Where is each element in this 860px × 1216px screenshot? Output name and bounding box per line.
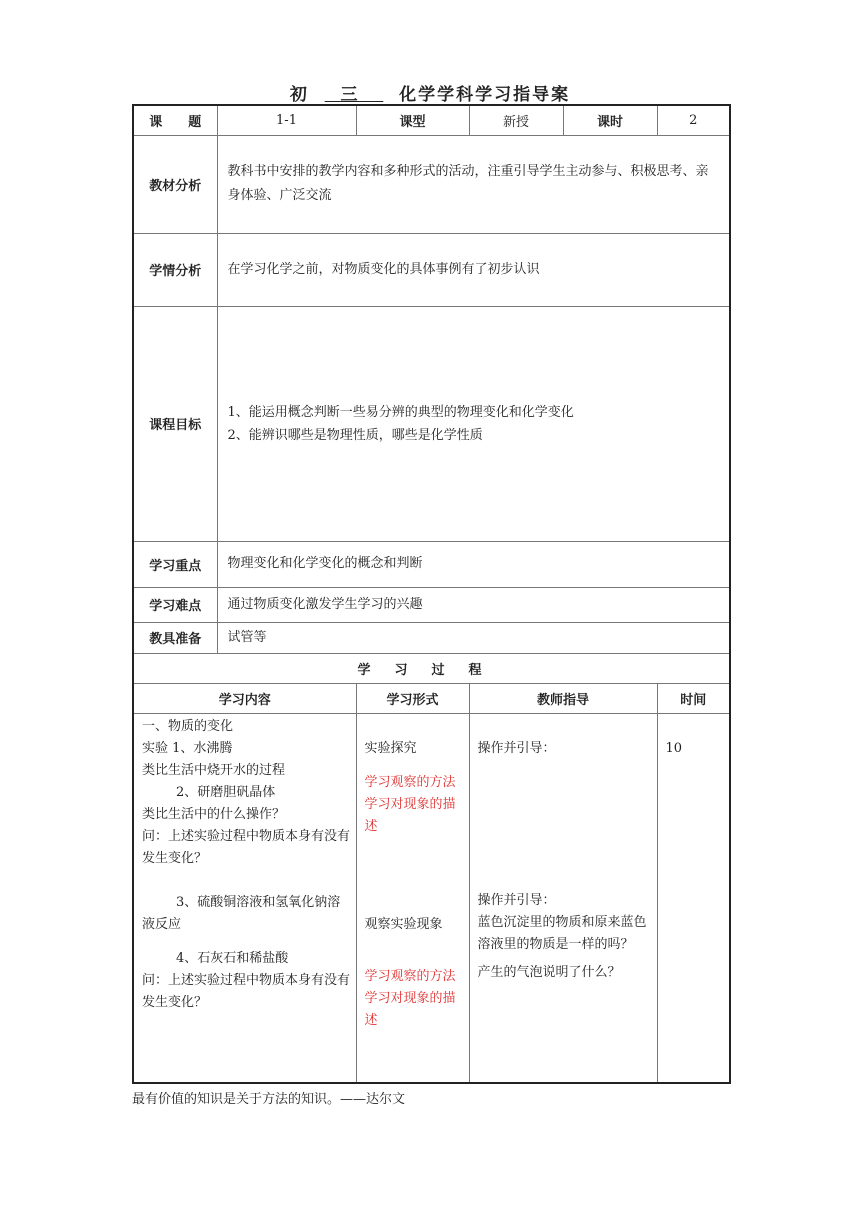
- row-difficulties: [133, 587, 730, 622]
- guide-line: 产生的气泡说明了什么？: [477, 964, 621, 980]
- info-row: [133, 105, 730, 135]
- guide-line: 蓝色沉淀里的物质和原来蓝色溶液里的物质是一样的吗？: [477, 914, 647, 952]
- row-text: 在学习化学之前，对物质变化的具体事例有了初步认识: [217, 233, 730, 306]
- process-title: 学习过程: [133, 653, 730, 683]
- type-value: 新授: [469, 105, 563, 135]
- content-line: 类比生活中的什么操作？: [142, 806, 286, 822]
- row-text: 通过物质变化激发学生学习的兴趣: [217, 587, 730, 622]
- title-subject: 化学学科学习指导案: [399, 85, 571, 105]
- process-title-row: [133, 653, 730, 683]
- goal-line: 1、能运用概念判断一些易分辨的典型的物理变化和化学变化: [227, 404, 574, 420]
- row-text: 教科书中安排的教学内容和多种形式的活动，注重引导学生主动参与、积极思考、亲身体验、广泛交流: [217, 135, 730, 233]
- row-label: 教具准备: [133, 622, 217, 653]
- title-prefix: 初: [289, 85, 309, 105]
- process-header-row: [133, 683, 730, 713]
- content-line: 实验 1、水沸腾: [142, 740, 233, 756]
- time-cell: [657, 713, 730, 1083]
- row-label: 学习难点: [133, 587, 217, 622]
- time-value: 10: [665, 740, 683, 756]
- content-line: 问：上述实验过程中物质本身有没有发生变化？: [142, 972, 351, 1010]
- header-form: 学习形式: [356, 683, 469, 713]
- document-title: [0, 80, 860, 105]
- row-label: 学情分析: [133, 233, 217, 306]
- header-content: 学习内容: [133, 683, 356, 713]
- form-line-highlight: 学习观察的方法: [364, 968, 456, 984]
- row-student-analysis: [133, 233, 730, 306]
- form-line-highlight: 学习对现象的描述: [364, 990, 456, 1028]
- row-label: 教材分析: [133, 135, 217, 233]
- goals-text: [217, 306, 730, 541]
- content-line: 问：上述实验过程中物质本身有没有发生变化？: [142, 828, 351, 866]
- type-label: 课型: [356, 105, 469, 135]
- guide-line: 操作并引导：: [477, 740, 556, 756]
- row-text: 物理变化和化学变化的概念和判断: [217, 541, 730, 587]
- row-text: 试管等: [217, 622, 730, 653]
- content-line: 4、石灰石和稀盐酸: [176, 950, 289, 966]
- form-line: 观察实验现象: [364, 916, 443, 932]
- form-line-highlight: 学习观察的方法: [364, 774, 456, 790]
- footer-quote: 最有价值的知识是关于方法的知识。——达尔文: [132, 1092, 406, 1107]
- form-line: 实验探究: [364, 740, 417, 756]
- teacher-guide-cell: [469, 713, 657, 1083]
- form-line-highlight: 学习对现象的描述: [364, 796, 456, 834]
- row-key-points: [133, 541, 730, 587]
- content-line: 2、研磨胆矾晶体: [176, 784, 276, 800]
- content-line: 一、物质的变化: [142, 718, 234, 734]
- topic-value: 1-1: [217, 105, 356, 135]
- guide-line: 操作并引导：: [477, 892, 556, 908]
- header-time: 时间: [657, 683, 730, 713]
- row-course-goals: [133, 306, 730, 541]
- topic-label: 课 题: [133, 105, 217, 135]
- content-line: 3、硫酸铜溶液和氢氧化钠溶液反应: [142, 894, 341, 932]
- row-materials: [133, 622, 730, 653]
- title-grade: 三: [340, 85, 360, 105]
- header-guide: 教师指导: [469, 683, 657, 713]
- lesson-plan-table: [132, 104, 731, 1084]
- goal-line: 2、能辨识哪些是物理性质，哪些是化学性质: [227, 427, 483, 443]
- process-body-row: [133, 713, 730, 1083]
- row-label: 课程目标: [133, 306, 217, 541]
- learning-content-cell: [133, 713, 356, 1083]
- learning-form-cell: [356, 713, 469, 1083]
- row-textbook-analysis: [133, 135, 730, 233]
- content-line: 类比生活中烧开水的过程: [142, 762, 286, 778]
- period-label: 课时: [563, 105, 657, 135]
- period-value: 2: [657, 105, 730, 135]
- row-label: 学习重点: [133, 541, 217, 587]
